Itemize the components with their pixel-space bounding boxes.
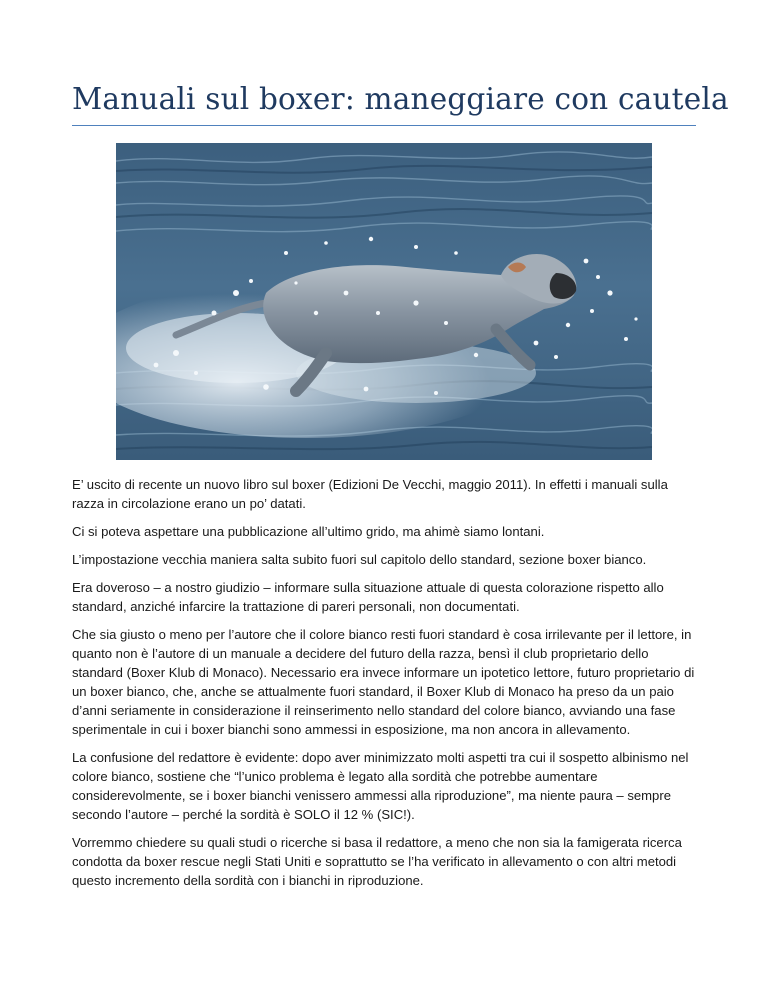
paragraph: L’impostazione vecchia maniera salta subito fuori sul capitolo dello standard, sezione boxer bianco.: [72, 552, 647, 567]
page-title: Manuali sul boxer: maneggiare con cautela: [72, 82, 729, 116]
paragraph: E’ uscito di recente un nuovo libro sul boxer (Edizioni De Vecchi, maggio 2011). In effetti i manuali sulla razza in circolazione erano un po’ datati.: [72, 477, 668, 511]
title-underline: [72, 125, 696, 126]
boxer-dog-photo: [116, 143, 652, 460]
paragraph: Era doveroso – a nostro giudizio – informare sulla situazione attuale di questa colorazione rispetto allo standard, anziché infarcire la trattazione di pareri personali, non documentati.: [72, 580, 664, 614]
paragraph: Ci si poteva aspettare una pubblicazione all’ultimo grido, ma ahimè siamo lontani.: [72, 524, 545, 539]
paragraph: Che sia giusto o meno per l’autore che il colore bianco resti fuori standard è cosa irrilevante per il lettore, in quanto non è l’autore di un manuale a decidere del futuro della razza, bensì il club proprietario dello standard (Boxer Klub di Monaco). Necessario era invece informare un ipotetico lettore, futuro proprietario di un boxer bianco, che, anche se attualmente fuori standard, il Boxer Klub di Monaco ha preso da un paio d’anni seriamente in considerazione il reinserimento nello standard del colore bianco, avviando una fase sperimentale in cui i boxer bianchi sono ammessi in esposizione, ma non ancora in allevamento.: [72, 627, 695, 737]
photo-illustration: [116, 143, 652, 460]
paragraph: La confusione del redattore è evidente: dopo aver minimizzato molti aspetti tra cui il sospetto albinismo nel colore bianco, sostiene che “l’unico problema è legato alla sordità che potrebbe aumentare considerevolmente, se i boxer bianchi venissero ammessi alla riproduzione”, ma niente paura – sempre secondo l’autore – perché la sordità è SOLO il 12 % (SIC!).: [72, 750, 689, 822]
paragraph: Vorremmo chiedere su quali studi o ricerche si basa il redattore, a meno che non sia la famigerata ricerca condotta da boxer rescue negli Stati Uniti e soprattutto se l’ha verificato in allevamento o con altri metodi questo incremento della sordità con i bianchi in riproduzione.: [72, 835, 682, 888]
article-body: [72, 475, 702, 899]
